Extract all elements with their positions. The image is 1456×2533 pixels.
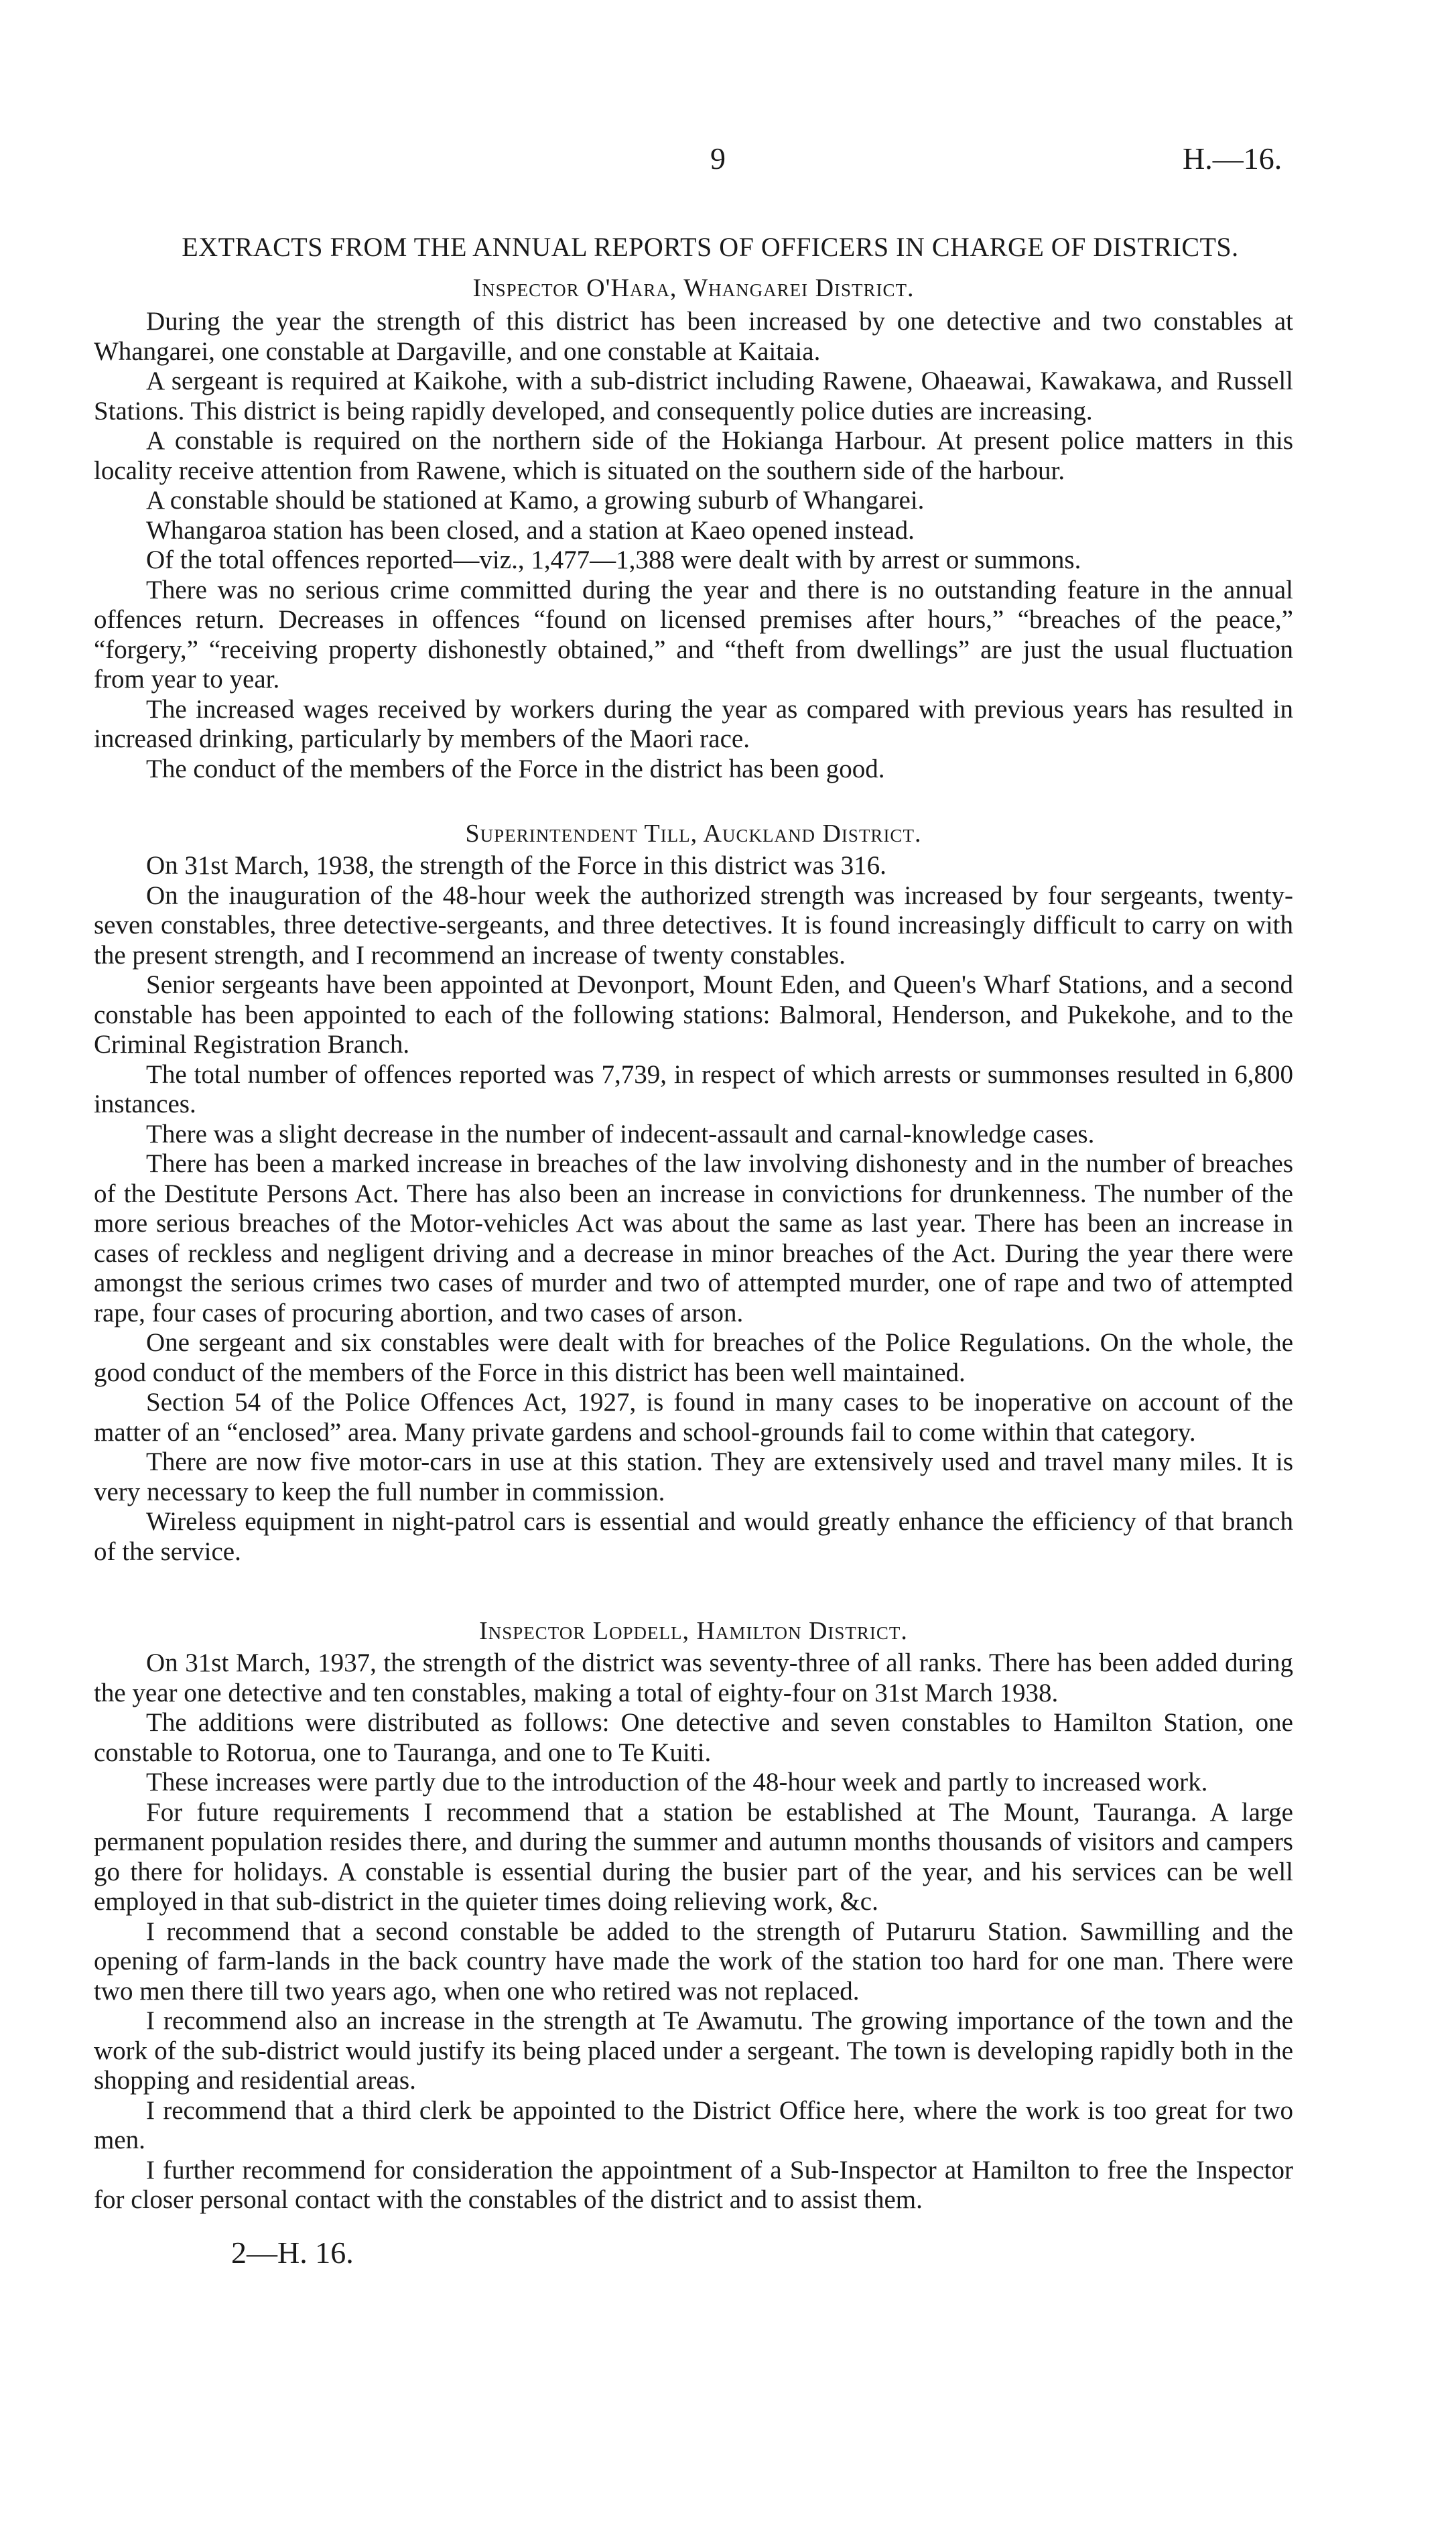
- paragraph: I recommend that a third clerk be appointed to the District Office here, where the work is too great for two men.: [94, 2095, 1293, 2154]
- paragraph: During the year the strength of this district has been increased by one detective and two constables at Whangarei, one constable at Dargaville, and one constable at Kaitaia.: [94, 307, 1293, 366]
- section-hamilton: [94, 1648, 1293, 2215]
- paragraph: A constable is required on the northern side of the Hokianga Harbour. At present police matters in this locality receive attention from Rawene, which is situated on the southern side of the harbour.: [94, 426, 1293, 485]
- paragraph: Of the total offences reported—viz., 1,477—1,388 were dealt with by arrest or summons.: [146, 545, 1081, 574]
- paragraph: A constable should be stationed at Kamo, a growing suburb of Whangarei.: [146, 486, 925, 515]
- paragraph: I recommend also an increase in the strength at Te Awamutu. The growing importance of the town and the work of the sub-district would justify its being placed under a sergeant. The town is developing rapidly both in the shopping and residential areas.: [94, 2006, 1293, 2095]
- paragraph: Senior sergeants have been appointed at Devonport, Mount Eden, and Queen's Wharf Stations, and a second constable has been appointed to each of the following stations: Balmoral, Henderson, and Pukekohe, and to the Criminal Registration Branch.: [94, 970, 1293, 1059]
- paragraph: Wireless equipment in night-patrol cars is essential and would greatly enhance the efficiency of that branch of the service.: [94, 1507, 1293, 1566]
- paragraph: The conduct of the members of the Force in the district has been good.: [146, 754, 885, 783]
- paragraph: The total number of offences reported was 7,739, in respect of which arrests or summonses resulted in 6,800 instances.: [94, 1059, 1293, 1118]
- page-title: EXTRACTS FROM THE ANNUAL REPORTS OF OFFICERS IN CHARGE OF DISTRICTS.: [182, 232, 1239, 262]
- section-heading: Inspector Lopdell, Hamilton District.: [479, 1617, 908, 1645]
- paragraph: On 31st March, 1937, the strength of the district was seventy-three of all ranks. There has been added during the year one detective and ten constables, making a total of eighty-four on 31st March 1938.: [94, 1648, 1293, 1707]
- paragraph: The additions were distributed as follows: One detective and seven constables to Hamilton Station, one constable to Rotorua, one to Tauranga, and one to Te Kuiti.: [94, 1708, 1293, 1767]
- paragraph: I recommend that a second constable be added to the strength of Putaruru Station. Sawmilling and the opening of farm-lands in the back country have made the work of the station too hard for one man. There were two men there till two years ago, when one who retired was not replaced.: [94, 1917, 1293, 2006]
- paragraph: There was a slight decrease in the number of indecent-assault and carnal-knowledge cases.: [146, 1119, 1095, 1149]
- paragraph: There was no serious crime committed during the year and there is no outstanding feature in the annual offences return. Decreases in offences “found on licensed premises after hours,” “breaches of the peace,” “forgery,” “receiving property dishonestly obtained,” and “theft from dwellings” are just the usual fluctuation from year to year.: [94, 575, 1293, 694]
- paragraph: The increased wages received by workers during the year as compared with previous years has resulted in increased drinking, particularly by members of the Maori race.: [94, 694, 1293, 753]
- paragraph: A sergeant is required at Kaikohe, with a sub-district including Rawene, Ohaeawai, Kawakawa, and Russell Stations. This district is being rapidly developed, and consequently police duties are increasing.: [94, 367, 1293, 426]
- section-whangarei: [94, 307, 1293, 784]
- paragraph: These increases were partly due to the introduction of the 48-hour week and partly to increased work.: [146, 1768, 1208, 1797]
- signature-mark: 2—H. 16.: [231, 2235, 354, 2270]
- paragraph: One sergeant and six constables were dealt with for breaches of the Police Regulations. On the whole, the good conduct of the members of the Force in this district has been well maintained.: [94, 1328, 1293, 1387]
- section-heading: Superintendent Till, Auckland District.: [465, 820, 922, 848]
- document-reference: H.—16.: [1183, 141, 1282, 176]
- paragraph: There are now five motor-cars in use at this station. They are extensively used and travel many miles. It is very necessary to keep the full number in commission.: [94, 1447, 1293, 1506]
- paragraph: There has been a marked increase in breaches of the law involving dishonesty and in the number of breaches of the Destitute Persons Act. There has also been an increase in convictions for drunkenness. The number of the more serious breaches of the Motor-vehicles Act was about the same as last year. There has been an increase in cases of reckless and negligent driving and a decrease in minor breaches of the Act. During the year there were amongst the serious crimes two cases of murder and two of attempted murder, one of rape and two of attempted rape, four cases of procuring abortion, and two cases of arson.: [94, 1149, 1293, 1327]
- section-auckland: [94, 851, 1293, 1567]
- page-number: 9: [710, 141, 726, 176]
- paragraph: For future requirements I recommend that a station be established at The Mount, Tauranga. A large permanent population resides there, and during the summer and autumn months thousands of visitors and campers go there for holidays. A constable is essential during the busier part of the year, and his services can be well employed in that sub-district in the quieter times doing relieving work, &c.: [94, 1797, 1293, 1916]
- paragraph: Whangaroa station has been closed, and a station at Kaeo opened instead.: [146, 515, 915, 545]
- paragraph: I further recommend for consideration the appointment of a Sub-Inspector at Hamilton to free the Inspector for closer personal contact with the constables of the district and to assist them.: [94, 2155, 1293, 2214]
- paragraph: On 31st March, 1938, the strength of the Force in this district was 316.: [146, 851, 886, 880]
- paragraph: Section 54 of the Police Offences Act, 1927, is found in many cases to be inoperative on account of the matter of an “enclosed” area. Many private gardens and school-grounds fail to come within that category.: [94, 1388, 1293, 1447]
- paragraph: On the inauguration of the 48-hour week the authorized strength was increased by four sergeants, twenty-seven constables, three detective-sergeants, and three detectives. It is found increasingly difficult to carry on with the present strength, and I recommend an increase of twenty constables.: [94, 881, 1293, 970]
- section-heading: Inspector O'Hara, Whangarei District.: [472, 274, 915, 302]
